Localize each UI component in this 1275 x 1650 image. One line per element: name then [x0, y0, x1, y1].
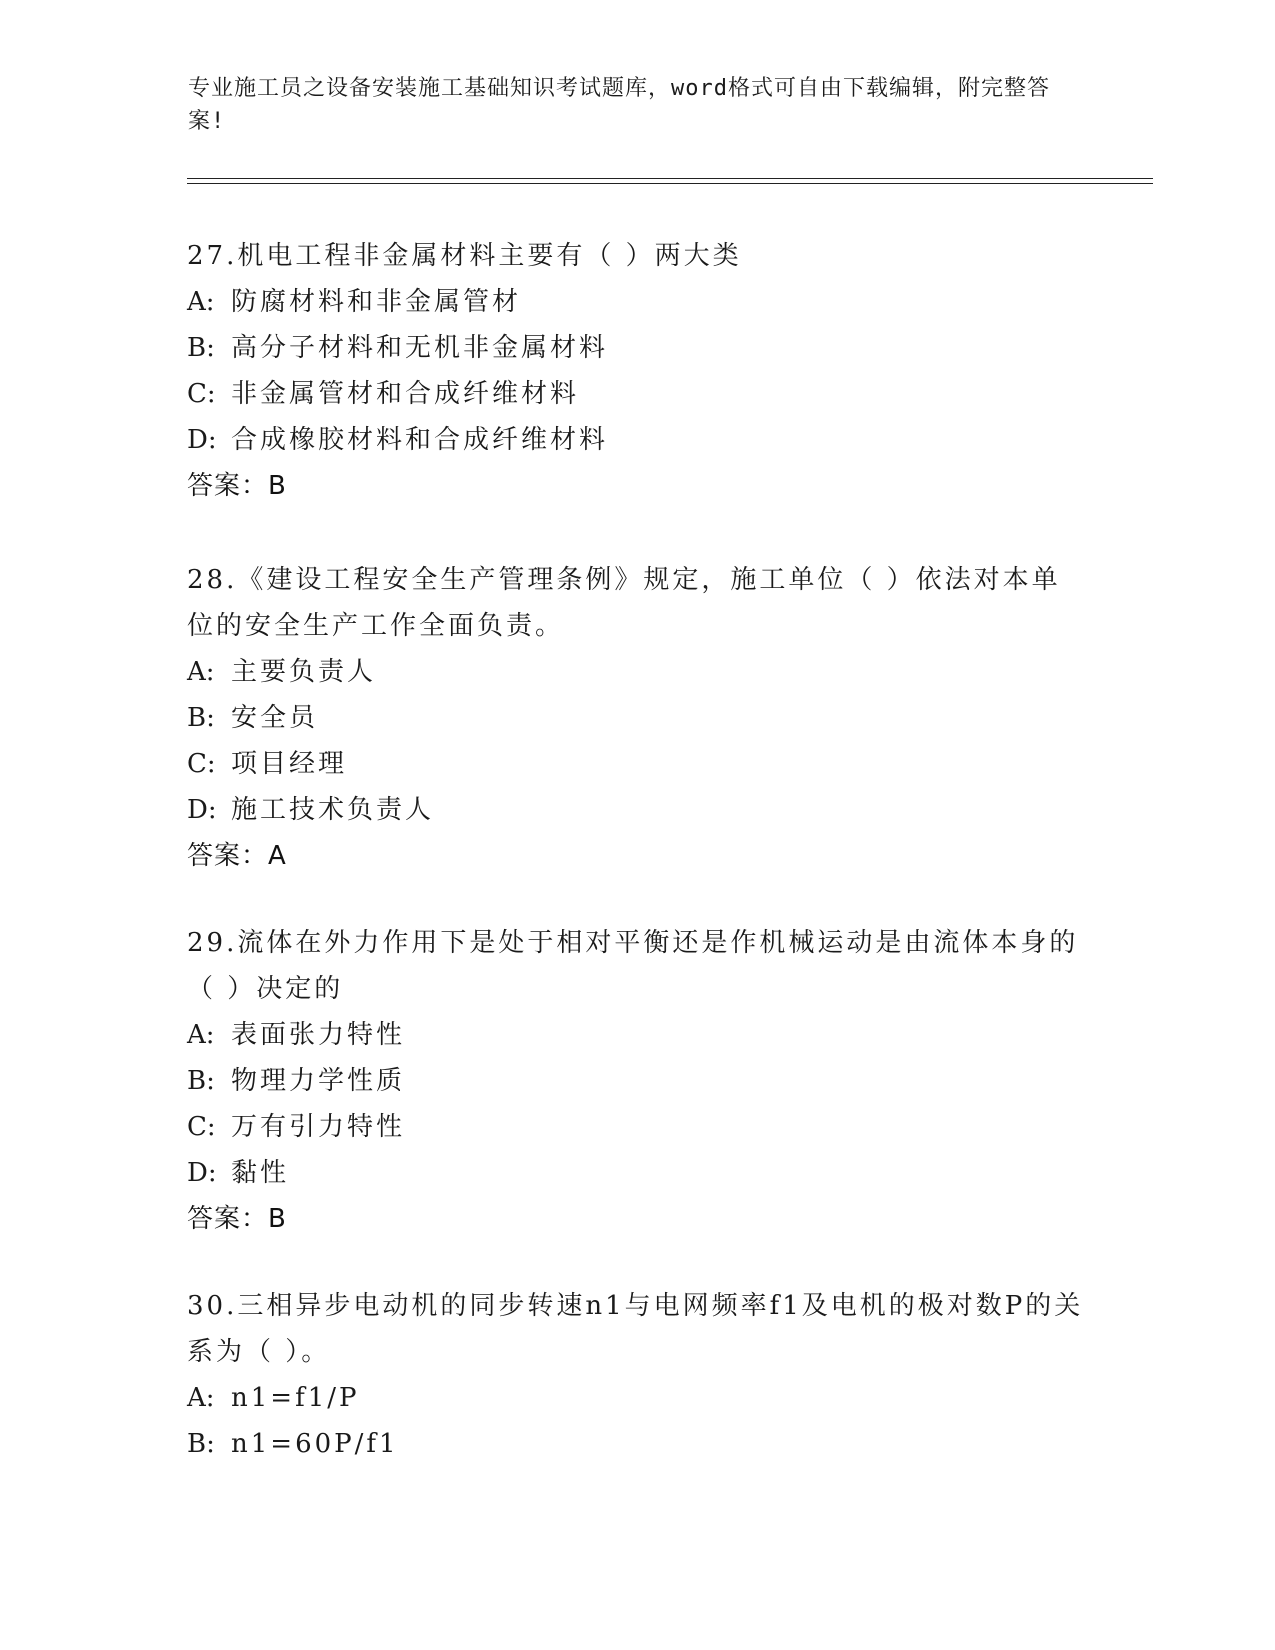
answer: 答案：B: [187, 1204, 287, 1234]
question-29: [187, 920, 1087, 1242]
option-letter: D:: [187, 1158, 217, 1188]
option-text: n1=60P/f1: [231, 1429, 399, 1459]
question-stem: 27.机电工程非金属材料主要有（ ）两大类: [187, 241, 742, 271]
option-d: [187, 1150, 1087, 1196]
question-30: [187, 1283, 1087, 1467]
option-a: [187, 279, 1087, 325]
option-text: 主要负责人: [231, 657, 377, 687]
option-text: 万有引力特性: [231, 1112, 406, 1142]
option-letter: B:: [187, 1066, 215, 1096]
option-text: 表面张力特性: [231, 1020, 406, 1050]
option-a: [187, 649, 1087, 695]
option-letter: B:: [187, 703, 215, 733]
option-letter: B:: [187, 333, 215, 363]
option-d: [187, 417, 1087, 463]
document-header: 专业施工员之设备安装施工基础知识考试题库，word格式可自由下载编辑，附完整答案!: [188, 76, 1050, 134]
option-text: 防腐材料和非金属管材: [231, 287, 522, 317]
option-text: 黏性: [231, 1158, 290, 1188]
option-d: [187, 787, 1087, 833]
header-divider-top: [187, 178, 1153, 179]
option-letter: C:: [187, 749, 216, 779]
option-text: 项目经理: [231, 749, 348, 779]
option-a: [187, 1012, 1087, 1058]
option-b: [187, 325, 1087, 371]
option-b: [187, 695, 1087, 741]
option-a: [187, 1375, 1087, 1421]
option-b: [187, 1058, 1087, 1104]
header-divider-bottom: [187, 183, 1153, 184]
option-text: 高分子材料和无机非金属材料: [231, 333, 609, 363]
option-c: [187, 371, 1087, 417]
option-letter: A:: [187, 657, 215, 687]
option-letter: A:: [187, 1383, 215, 1413]
option-b: [187, 1421, 1087, 1467]
option-letter: C:: [187, 1112, 216, 1142]
option-text: 安全员: [231, 703, 319, 733]
question-stem: 29.流体在外力作用下是处于相对平衡还是作机械运动是由流体本身的（ ）决定的: [187, 928, 1079, 1004]
question-27: [187, 233, 1087, 509]
answer: 答案：A: [187, 841, 287, 871]
option-c: [187, 741, 1087, 787]
option-letter: D:: [187, 795, 217, 825]
question-stem: 30.三相异步电动机的同步转速n1与电网频率f1及电机的极对数P的关系为（ ）。: [187, 1291, 1084, 1367]
option-letter: C:: [187, 379, 216, 409]
option-text: 非金属管材和合成纤维材料: [231, 379, 580, 409]
option-letter: A:: [187, 1020, 215, 1050]
option-text: 施工技术负责人: [231, 795, 435, 825]
question-stem: 28.《建设工程安全生产管理条例》规定，施工单位（ ）依法对本单位的安全生产工作全面负责。: [187, 565, 1061, 641]
option-c: [187, 1104, 1087, 1150]
question-28: [187, 557, 1087, 879]
option-letter: D:: [187, 425, 217, 455]
option-letter: B:: [187, 1429, 215, 1459]
option-text: 合成橡胶材料和合成纤维材料: [231, 425, 609, 455]
option-text: 物理力学性质: [231, 1066, 406, 1096]
answer: 答案：B: [187, 471, 287, 501]
option-text: n1=f1/P: [231, 1383, 360, 1413]
option-letter: A:: [187, 287, 215, 317]
